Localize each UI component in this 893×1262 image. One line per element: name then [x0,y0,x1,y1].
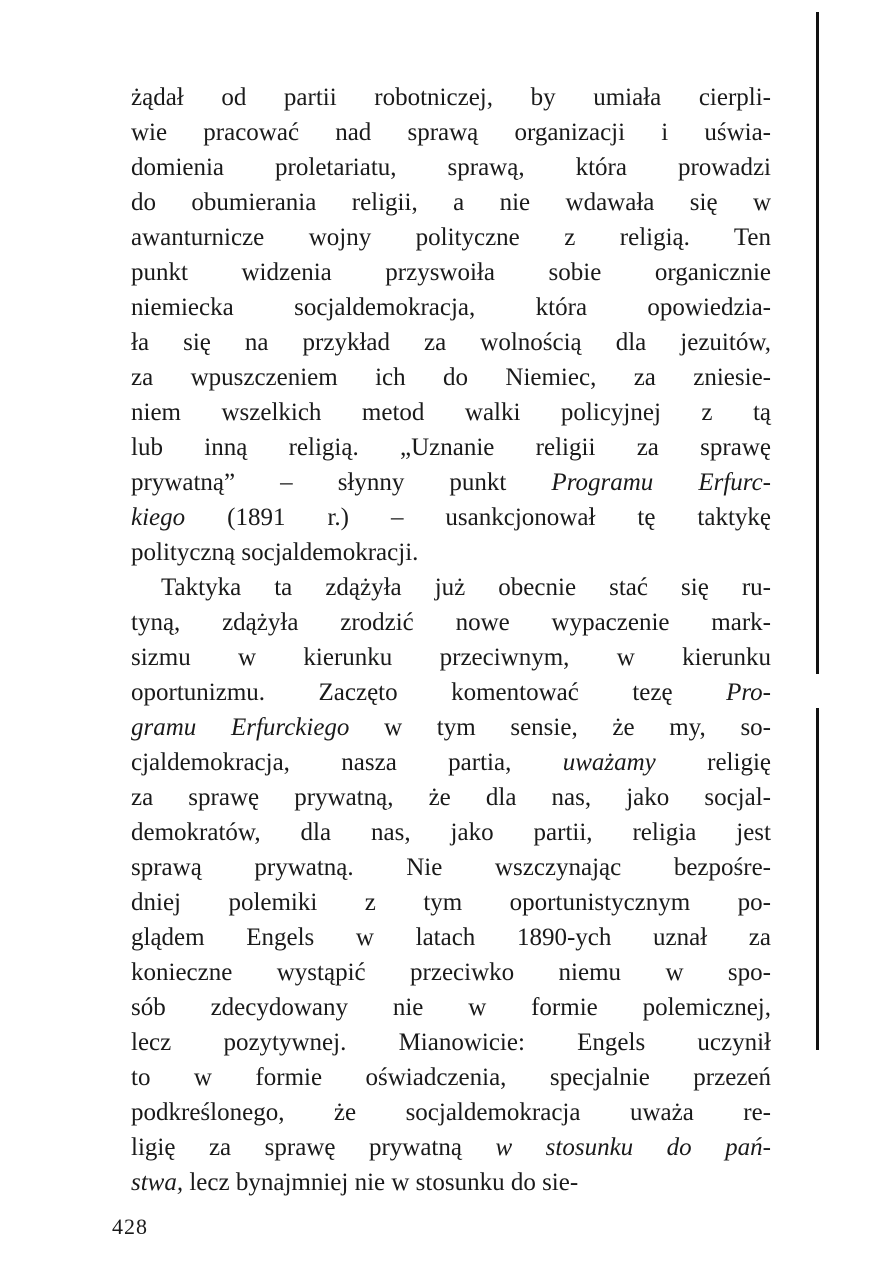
text-line: awanturnicze wojny polityczne z religią. Ten [131,224,771,251]
text-line: lub inną religią. „Uznanie religii za sprawę [131,434,771,461]
text-line [131,500,771,535]
page-binding-edge [816,12,819,674]
text-line: glądem Engels w latach 1890-ych uznał za [131,924,771,951]
text-line: ła się na przykład za wolnością dla jezuitów, [131,329,771,356]
text-line: wie pracować nad sprawą organizacji i uświa- [131,119,771,146]
text-line: punkt widzenia przyswoiła sobie organicznie [131,259,771,286]
text-line: żądał od partii robotniczej, by umiała cierpli- [131,84,771,111]
text-line: Taktyka ta zdążyła już obecnie stać się ru- [161,574,771,601]
text-span: w tym sensie, że my, so- [349,714,771,741]
italic-text-span: stwa, [131,1169,184,1196]
text-line: za sprawę prywatną, że dla nas, jako socjal- [131,784,771,811]
text-line [131,745,771,780]
italic-text-span: kiego [131,504,186,531]
text-line [131,465,771,500]
text-line: lecz pozytywnej. Mianowicie: Engels uczynił [131,1029,771,1056]
text-line: konieczne wystąpić przeciwko niemu w spo- [131,959,771,986]
text-line: polityczną socjaldemokracji. [131,539,419,566]
text-line [131,1165,771,1200]
italic-text-span: Pro- [726,679,771,706]
italic-text-span: gramu Erfurckiego [131,714,350,741]
text-line: podkreślonego, że socjaldemokracja uważa re- [131,1099,771,1126]
text-span: cjaldemokracja, nasza partia, [131,749,563,776]
text-line: sizmu w kierunku przeciwnym, w kierunku [131,644,771,671]
text-line [131,1130,771,1165]
text-line [131,710,771,745]
text-line: dniej polemiki z tym oportunistycznym po- [131,889,771,916]
text-span: religię [655,749,771,776]
text-span: lecz bynajmniej nie w stosunku do sie- [183,1169,579,1196]
text-line: to w formie oświadczenia, specjalnie przezeń [131,1064,771,1091]
text-line: sprawą prywatną. Nie wszczynając bezpośre- [131,854,771,881]
italic-text-span: uważamy [562,749,656,776]
italic-text-span: Programu Erfurc- [551,469,771,496]
text-span: ligię za sprawę prywatną [131,1134,496,1161]
italic-text-span: w stosunku do pań- [495,1134,772,1161]
text-span: (1891 r.) – usankcjonował tę taktykę [185,504,771,531]
text-line: niem wszelkich metod walki policyjnej z tą [131,399,771,426]
text-line: za wpuszczeniem ich do Niemiec, za zniesie- [131,364,771,391]
text-line: tyną, zdążyła zrodzić nowe wypaczenie mark- [131,609,771,636]
text-line [131,675,771,710]
text-line: niemiecka socjaldemokracja, która opowiedzia- [131,294,771,321]
text-span: oportunizmu. Zaczęto komentować tezę [131,679,727,706]
text-line: demokratów, dla nas, jako partii, religia jest [131,819,771,846]
page-number: 428 [112,1214,148,1239]
text-line: sób zdecydowany nie w formie polemicznej, [131,994,771,1021]
paragraph-2 [131,570,771,1200]
paragraph-1 [131,80,771,570]
text-line: do obumierania religii, a nie wdawała się w [131,189,771,216]
page-binding-edge-lower [816,708,819,1050]
text-line: domienia proletariatu, sprawą, która prowadzi [131,154,771,181]
body-text [131,80,771,1200]
text-span: prywatną” – słynny punkt [131,469,552,496]
